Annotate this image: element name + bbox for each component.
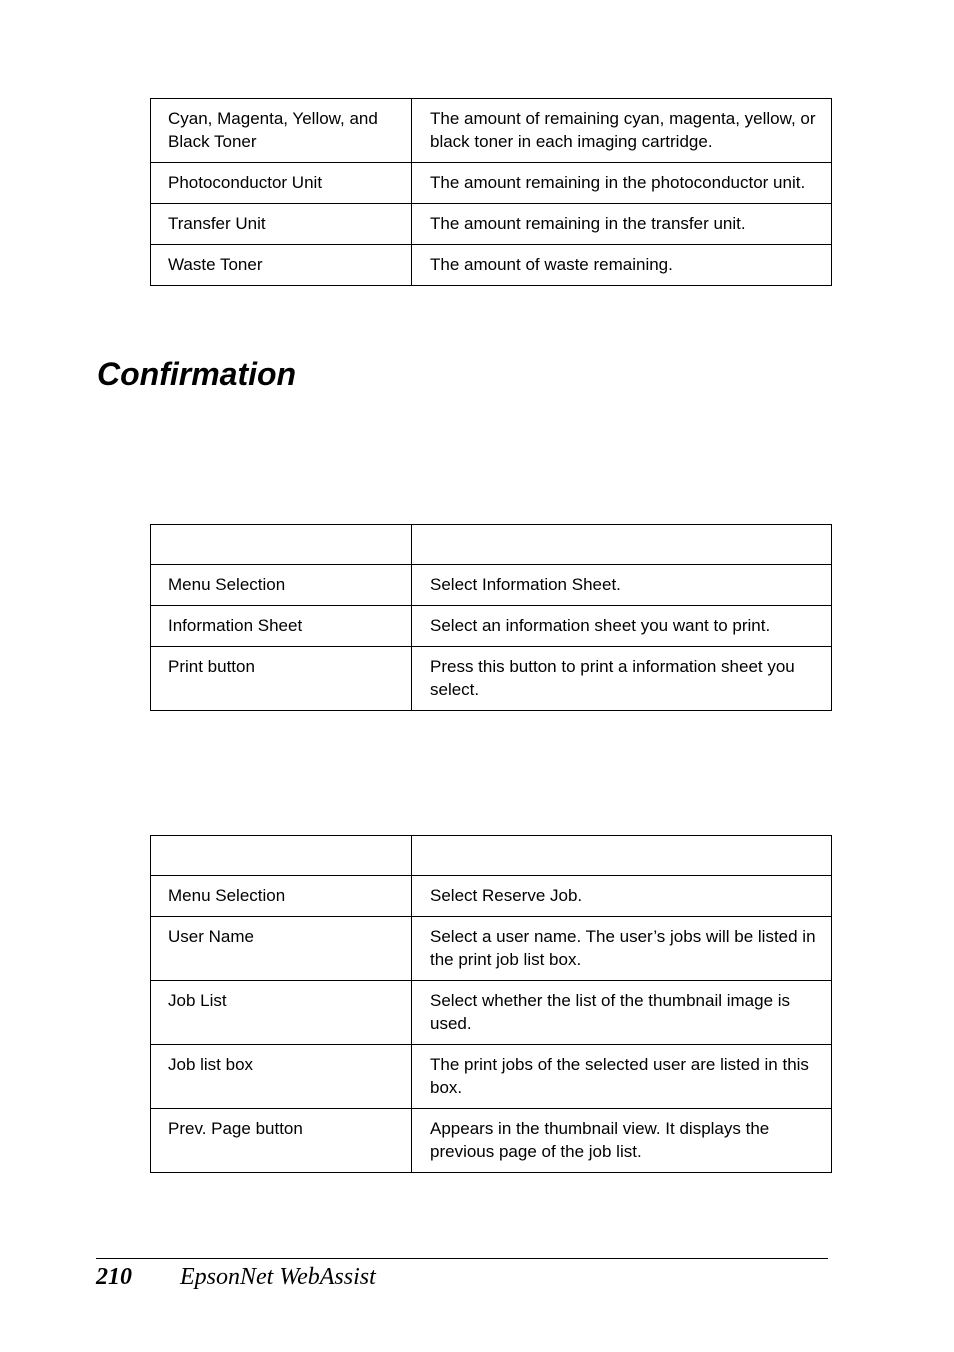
footer-divider	[96, 1258, 828, 1259]
item-cell: Transfer Unit	[151, 204, 412, 245]
item-cell: User Name	[151, 917, 412, 981]
table-header-row	[151, 836, 832, 876]
section-title: Confirmation	[97, 356, 297, 392]
table-row	[151, 565, 832, 606]
description-cell: Select an information sheet you want to print.	[412, 606, 832, 647]
item-cell: Cyan, Magenta, Yellow, and Black Toner	[151, 99, 412, 163]
item-cell: Job List	[151, 981, 412, 1045]
page-number: 210	[96, 1264, 132, 1290]
header-item-cell	[151, 836, 412, 876]
table-row	[151, 606, 832, 647]
description-cell: The amount of waste remaining.	[412, 245, 832, 286]
table-row	[151, 876, 832, 917]
table-row	[151, 1045, 832, 1109]
description-cell: Select whether the list of the thumbnail image is used.	[412, 981, 832, 1045]
table-row	[151, 917, 832, 981]
table-header-row	[151, 525, 832, 565]
table-row	[151, 981, 832, 1045]
table-row	[151, 647, 832, 711]
information-sheet-table	[150, 524, 832, 711]
item-cell: Waste Toner	[151, 245, 412, 286]
item-cell: Job list box	[151, 1045, 412, 1109]
description-cell: Select Reserve Job.	[412, 876, 832, 917]
item-cell: Prev. Page button	[151, 1109, 412, 1173]
description-cell: Select Information Sheet.	[412, 565, 832, 606]
description-cell: Select a user name. The user’s jobs will be listed in the print job list box.	[412, 917, 832, 981]
header-description-cell	[412, 836, 832, 876]
table-row	[151, 245, 832, 286]
table-row	[151, 163, 832, 204]
description-cell: The amount remaining in the transfer unit.	[412, 204, 832, 245]
description-cell: Press this button to print a information sheet you select.	[412, 647, 832, 711]
header-item-cell	[151, 525, 412, 565]
item-cell: Menu Selection	[151, 565, 412, 606]
item-cell: Information Sheet	[151, 606, 412, 647]
table-row	[151, 1109, 832, 1173]
table-row	[151, 99, 832, 163]
item-cell: Print button	[151, 647, 412, 711]
reserve-job-table	[150, 835, 832, 1173]
description-cell: The amount remaining in the photoconductor unit.	[412, 163, 832, 204]
table-row	[151, 204, 832, 245]
item-cell: Menu Selection	[151, 876, 412, 917]
description-cell: Appears in the thumbnail view. It displays the previous page of the job list.	[412, 1109, 832, 1173]
description-cell: The amount of remaining cyan, magenta, yellow, or black toner in each imaging cartridge.	[412, 99, 832, 163]
running-title: EpsonNet WebAssist	[180, 1264, 376, 1290]
consumables-status-table	[150, 98, 832, 286]
header-description-cell	[412, 525, 832, 565]
item-cell: Photoconductor Unit	[151, 163, 412, 204]
description-cell: The print jobs of the selected user are listed in this box.	[412, 1045, 832, 1109]
